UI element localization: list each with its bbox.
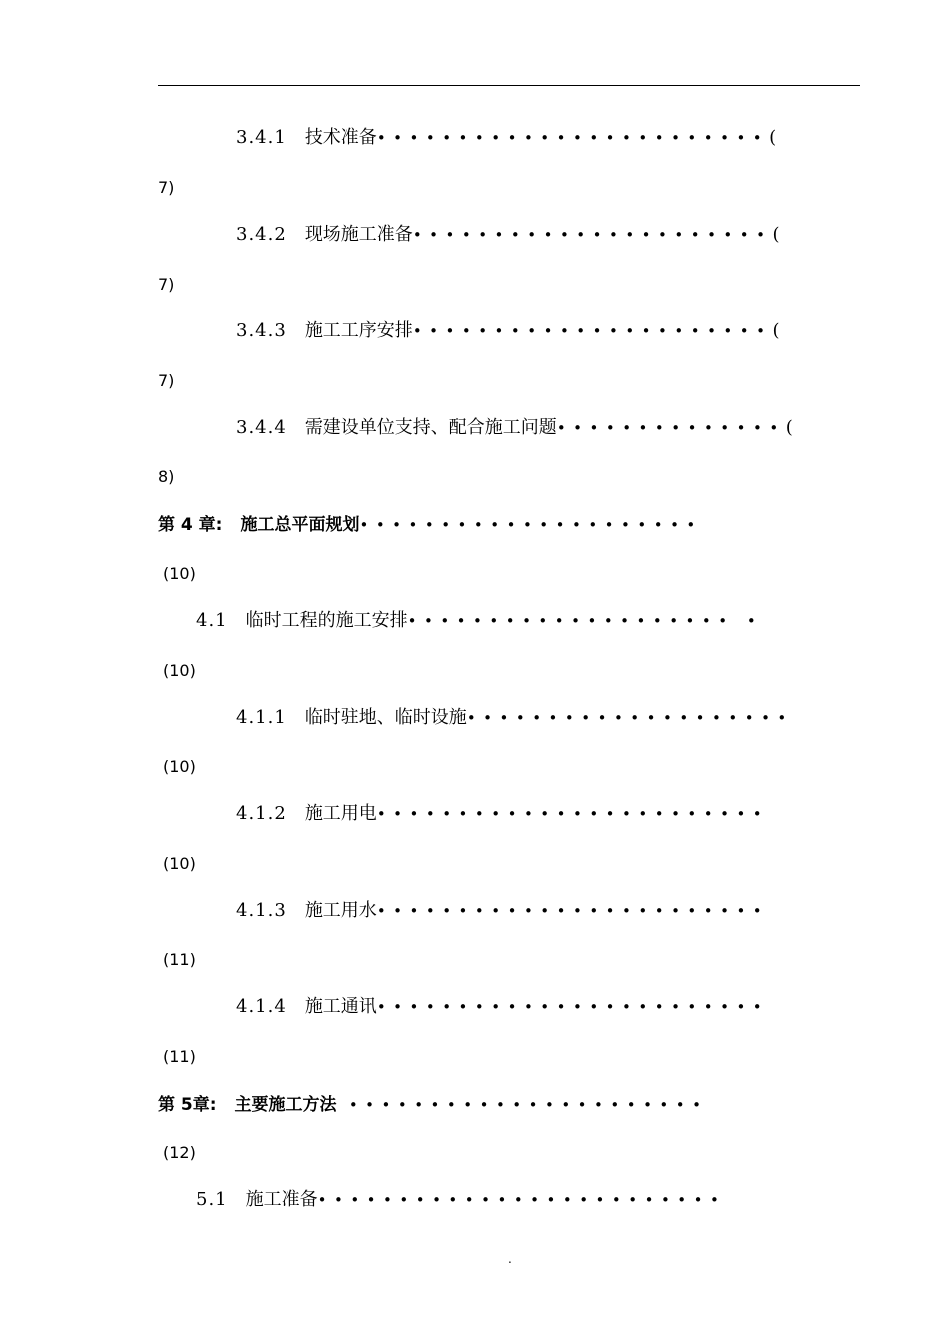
chapter-number: 第 4 章:	[158, 515, 223, 535]
dot-leader: ••••••••••••••	[556, 419, 786, 437]
entry-page: 7)	[158, 275, 175, 294]
entry-page: (10)	[163, 757, 196, 776]
dot-leader: ••••••••••••••••••••••	[336, 1096, 709, 1114]
dot-leader: •••••••••••••••••••• •	[407, 612, 764, 630]
entry-number: 3.4.3	[236, 320, 287, 341]
dot-leader: ••••••••••••••••••••••••	[376, 805, 770, 823]
entry-number: 4.1.1	[236, 707, 287, 728]
entry-page: 7)	[158, 178, 175, 197]
entry-number: 3.4.1	[236, 127, 287, 148]
entry-number: 5.1	[196, 1189, 228, 1210]
chapter-title: 施工总平面规划	[240, 515, 360, 535]
toc-entry[interactable]	[236, 803, 769, 825]
entry-page: (11)	[163, 1047, 196, 1066]
dot-leader: ••••••••••••••••••••••	[412, 226, 773, 244]
entry-page: (10)	[163, 564, 196, 583]
entry-paren-open: (	[769, 127, 777, 148]
entry-title: 临时驻地、临时设施	[304, 707, 467, 728]
entry-number: 4.1.4	[236, 996, 287, 1017]
chapter-number: 第 5章:	[158, 1095, 217, 1115]
toc-chapter[interactable]	[158, 1094, 708, 1116]
entry-page: (11)	[163, 950, 196, 969]
entry-page: (10)	[163, 661, 196, 680]
entry-number: 4.1.2	[236, 803, 287, 824]
entry-title: 现场施工准备	[304, 224, 413, 245]
dot-leader: ••••••••••••••••••••••••	[376, 998, 770, 1016]
dot-leader: •••••••••••••••••••••	[359, 516, 703, 534]
entry-paren-open: (	[772, 224, 780, 245]
entry-page: 7)	[158, 371, 175, 390]
toc-entry[interactable]	[196, 1189, 726, 1211]
toc-entry[interactable]	[236, 320, 780, 342]
entry-title: 临时工程的施工安排	[245, 610, 408, 631]
dot-leader: ••••••••••••••••••••••••	[376, 902, 770, 920]
entry-number: 4.1	[196, 610, 228, 631]
entry-title: 施工用水	[304, 900, 377, 921]
entry-title: 施工通讯	[304, 996, 377, 1017]
toc-entry[interactable]	[236, 127, 776, 149]
toc-entry[interactable]	[236, 996, 769, 1018]
entry-title: 施工工序安排	[304, 320, 413, 341]
dot-leader: ••••••••••••••••••••	[466, 709, 794, 727]
toc-chapter[interactable]	[158, 514, 703, 536]
toc-entry[interactable]	[236, 224, 780, 246]
entry-title: 施工用电	[304, 803, 377, 824]
toc-entry[interactable]	[236, 900, 769, 922]
entry-number: 3.4.4	[236, 417, 287, 438]
toc-entry[interactable]	[236, 417, 793, 439]
dot-leader: •••••••••••••••••••••••••	[317, 1191, 727, 1209]
entry-paren-open: (	[772, 320, 780, 341]
entry-page: (10)	[163, 854, 196, 873]
entry-page: 8)	[158, 467, 175, 486]
entry-paren-open: (	[785, 417, 793, 438]
entry-number: 4.1.3	[236, 900, 287, 921]
footer-mark: .	[508, 1252, 512, 1266]
entry-title: 需建设单位支持、配合施工问题	[304, 417, 557, 438]
entry-page: (12)	[163, 1143, 196, 1162]
toc-entry[interactable]	[236, 707, 794, 729]
entry-number: 3.4.2	[236, 224, 287, 245]
chapter-title: 主要施工方法	[234, 1095, 337, 1115]
dot-leader: ••••••••••••••••••••••	[412, 322, 773, 340]
entry-title: 施工准备	[245, 1189, 318, 1210]
dot-leader: ••••••••••••••••••••••••	[376, 129, 770, 147]
entry-title: 技术准备	[304, 127, 377, 148]
toc-entry[interactable]	[196, 610, 763, 632]
